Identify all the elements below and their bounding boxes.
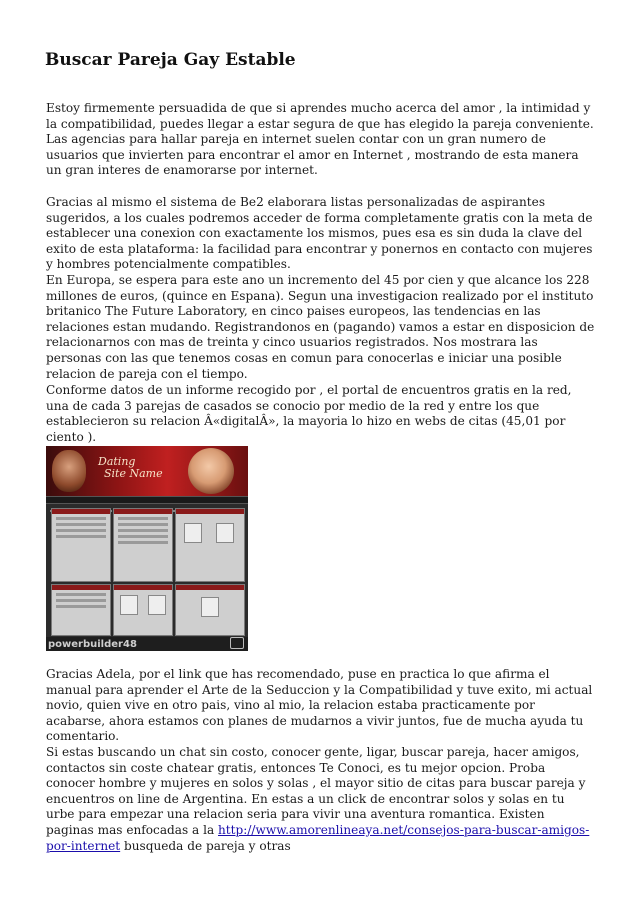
paragraph-5: Gracias Adela, por el link que has recomendado, puse en practica lo que afirma el manual para aprender el Arte de la Seduccion y la Compatibilidad y tuve exito, mi actual novio, quien vive en otro pais, vino al mio, la relacion estaba practicamente por acabarse, ahora estamos con planes de mudarnos a vivir juntos, fue de mucha ayuda tu comentario. <box>46 667 593 744</box>
screenshot-logo <box>98 456 163 480</box>
news-panel <box>51 584 111 636</box>
paragraph-4: Conforme datos de un informe recogido por , el portal de encuentros gratis en la red, una de cada 3 parejas de casados se conocio por medio de la red y entre los que establecieron su relacion Â«digitalÂ», la mayoria lo hizo en webs de citas (45,01 por ciento ). <box>46 383 572 444</box>
success-stories-panel <box>175 584 245 636</box>
paragraph-6 <box>46 745 596 854</box>
logo-line-2: Site Name <box>104 467 163 480</box>
logo-line-1: Dating <box>98 455 136 468</box>
paragraph-3: En Europa, se espera para este ano un incremento del 45 por cien y que alcance los 228 millones de euros, (quince en Espana). Segun una investigacion realizado por el instituto britanico The Future Laboratory, en cinco paises europeos, las tendencias en las relaciones estan mudando. Registrandonos en (pagando) vamos a estar en disposicion de relacionarnos con mas de treinta y cinco usuarios registrados. Nos mostrara las personas con las que tenemos cosas en comun para conocerlas e iniciar una posible relacion de pareja con el tiempo. <box>46 273 595 381</box>
monitor-icon <box>230 637 244 649</box>
search-panel <box>113 508 173 582</box>
paragraph-2: Gracias al mismo el sistema de Be2 elaborara listas personalizadas de aspirantes sugeridos, a los cuales podremos acceder de forma completamente gratis con la meta de establecer una conexion con exactamente los mismos, pues esa es sin duda la clave del exito de esta plataforma: la facilidad para encontrar y ponernos en contacto con mujeres y hombres potencialmente compatibles. <box>46 195 593 272</box>
login-panel <box>51 508 111 582</box>
external-link[interactable]: http://www.amorenlineaya.net/consejos-para-buscar-amigos-por-internet <box>46 822 590 853</box>
newest-profiles-panel <box>113 584 173 636</box>
screenshot-banner <box>46 446 248 496</box>
dating-site-screenshot <box>46 446 248 651</box>
paragraph-6-text-end: busqueda de pareja y otras <box>120 838 291 853</box>
man-photo <box>52 450 86 492</box>
screenshot-footer <box>46 637 248 651</box>
paragraph-1: Estoy firmemente persuadida de que si aprendes mucho acerca del amor , la intimidad y la compatibilidad, puedes llegar a estar segura de que has elegido la pareja conveniente. Las agencias para hallar pareja en internet suelen contar con un gran numero de usuarios que invierten para encontrar el amor en Internet , mostrando de esta manera un gran interes de enamorarse por internet. <box>46 101 594 178</box>
paragraph-6-text-start: Si estas buscando un chat sin costo, conocer gente, ligar, buscar pareja, hacer amigos, contactos sin coste chatear gratis, entonces Te Conoci, es tu mejor opcion. Proba conocer hombre y mujeres en solos y solas , el mayor sitio de citas para buscar pareja y encuentros on line de Argentina. En estas a un click de encontrar solos y solas en tu urbe para empezar una relacion seria para vivir una aventura romantica. Existen paginas mas enfocadas a la <box>46 745 586 837</box>
page-title: Buscar Pareja Gay Estable <box>45 50 296 70</box>
brand-watermark: powerbuilder48 <box>48 639 137 650</box>
woman-photo <box>188 448 234 494</box>
screenshot-nav <box>46 496 248 504</box>
top-rated-panel <box>175 508 245 582</box>
